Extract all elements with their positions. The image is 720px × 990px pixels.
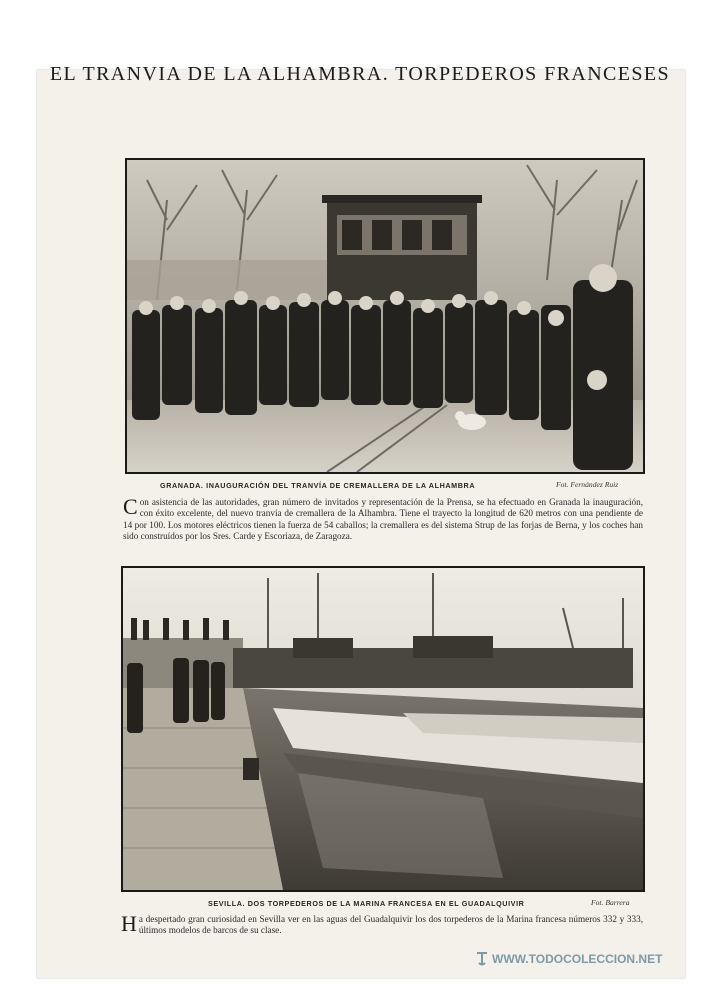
paragraph-text: on asistencia de las autoridades, gran número de invitados y representación de la Prensa, se ha efectuado en Granada la inauguración, con éxito excelente, del nuevo tranvía de cremallera de la Alhambra. Tiene el trayecto la longitud de 620 metros con una pendiente de 14 por 100. Los motores eléctricos tienen la fuerza de 54 caballos; la cremallera es del sistema Strup de las forjas de Berna, y los coches han sido construídos por los Sres. Carde y Escoriaza, de Zaragoza. <box>123 497 643 542</box>
photo2-credit: Fot. Barrera <box>591 898 630 907</box>
torpedo-boats-photo <box>121 566 645 892</box>
dropcap: H <box>121 911 137 936</box>
watermark-text[interactable]: WWW.TODOCOLECCION.NET <box>492 952 663 966</box>
todocoleccion-logo-icon <box>474 950 490 966</box>
paragraph-torpedo <box>121 911 643 937</box>
photo1-credit: Fot. Fernández Ruiz <box>556 480 619 489</box>
paragraph-text: a despertado gran curiosidad en Sevilla ver en las aguas del Guadalquivir los dos torpederos de la Marina francesa números 332 y 333, últimos modelos de barcos de su clase. <box>138 914 643 936</box>
photo1-caption: GRANADA. INAUGURACIÓN DEL TRANVÍA DE CREMALLERA DE LA ALHAMBRA <box>160 481 476 490</box>
photo2-caption: SEVILLA. DOS TORPEDEROS DE LA MARINA FRANCESA EN EL GUADALQUIVIR <box>208 899 525 908</box>
dropcap: C <box>123 494 138 519</box>
paragraph-tram <box>123 494 643 543</box>
tram-photo <box>125 158 645 474</box>
page-title: EL TRANVIA DE LA ALHAMBRA. TORPEDEROS FRANCESES <box>49 63 671 85</box>
